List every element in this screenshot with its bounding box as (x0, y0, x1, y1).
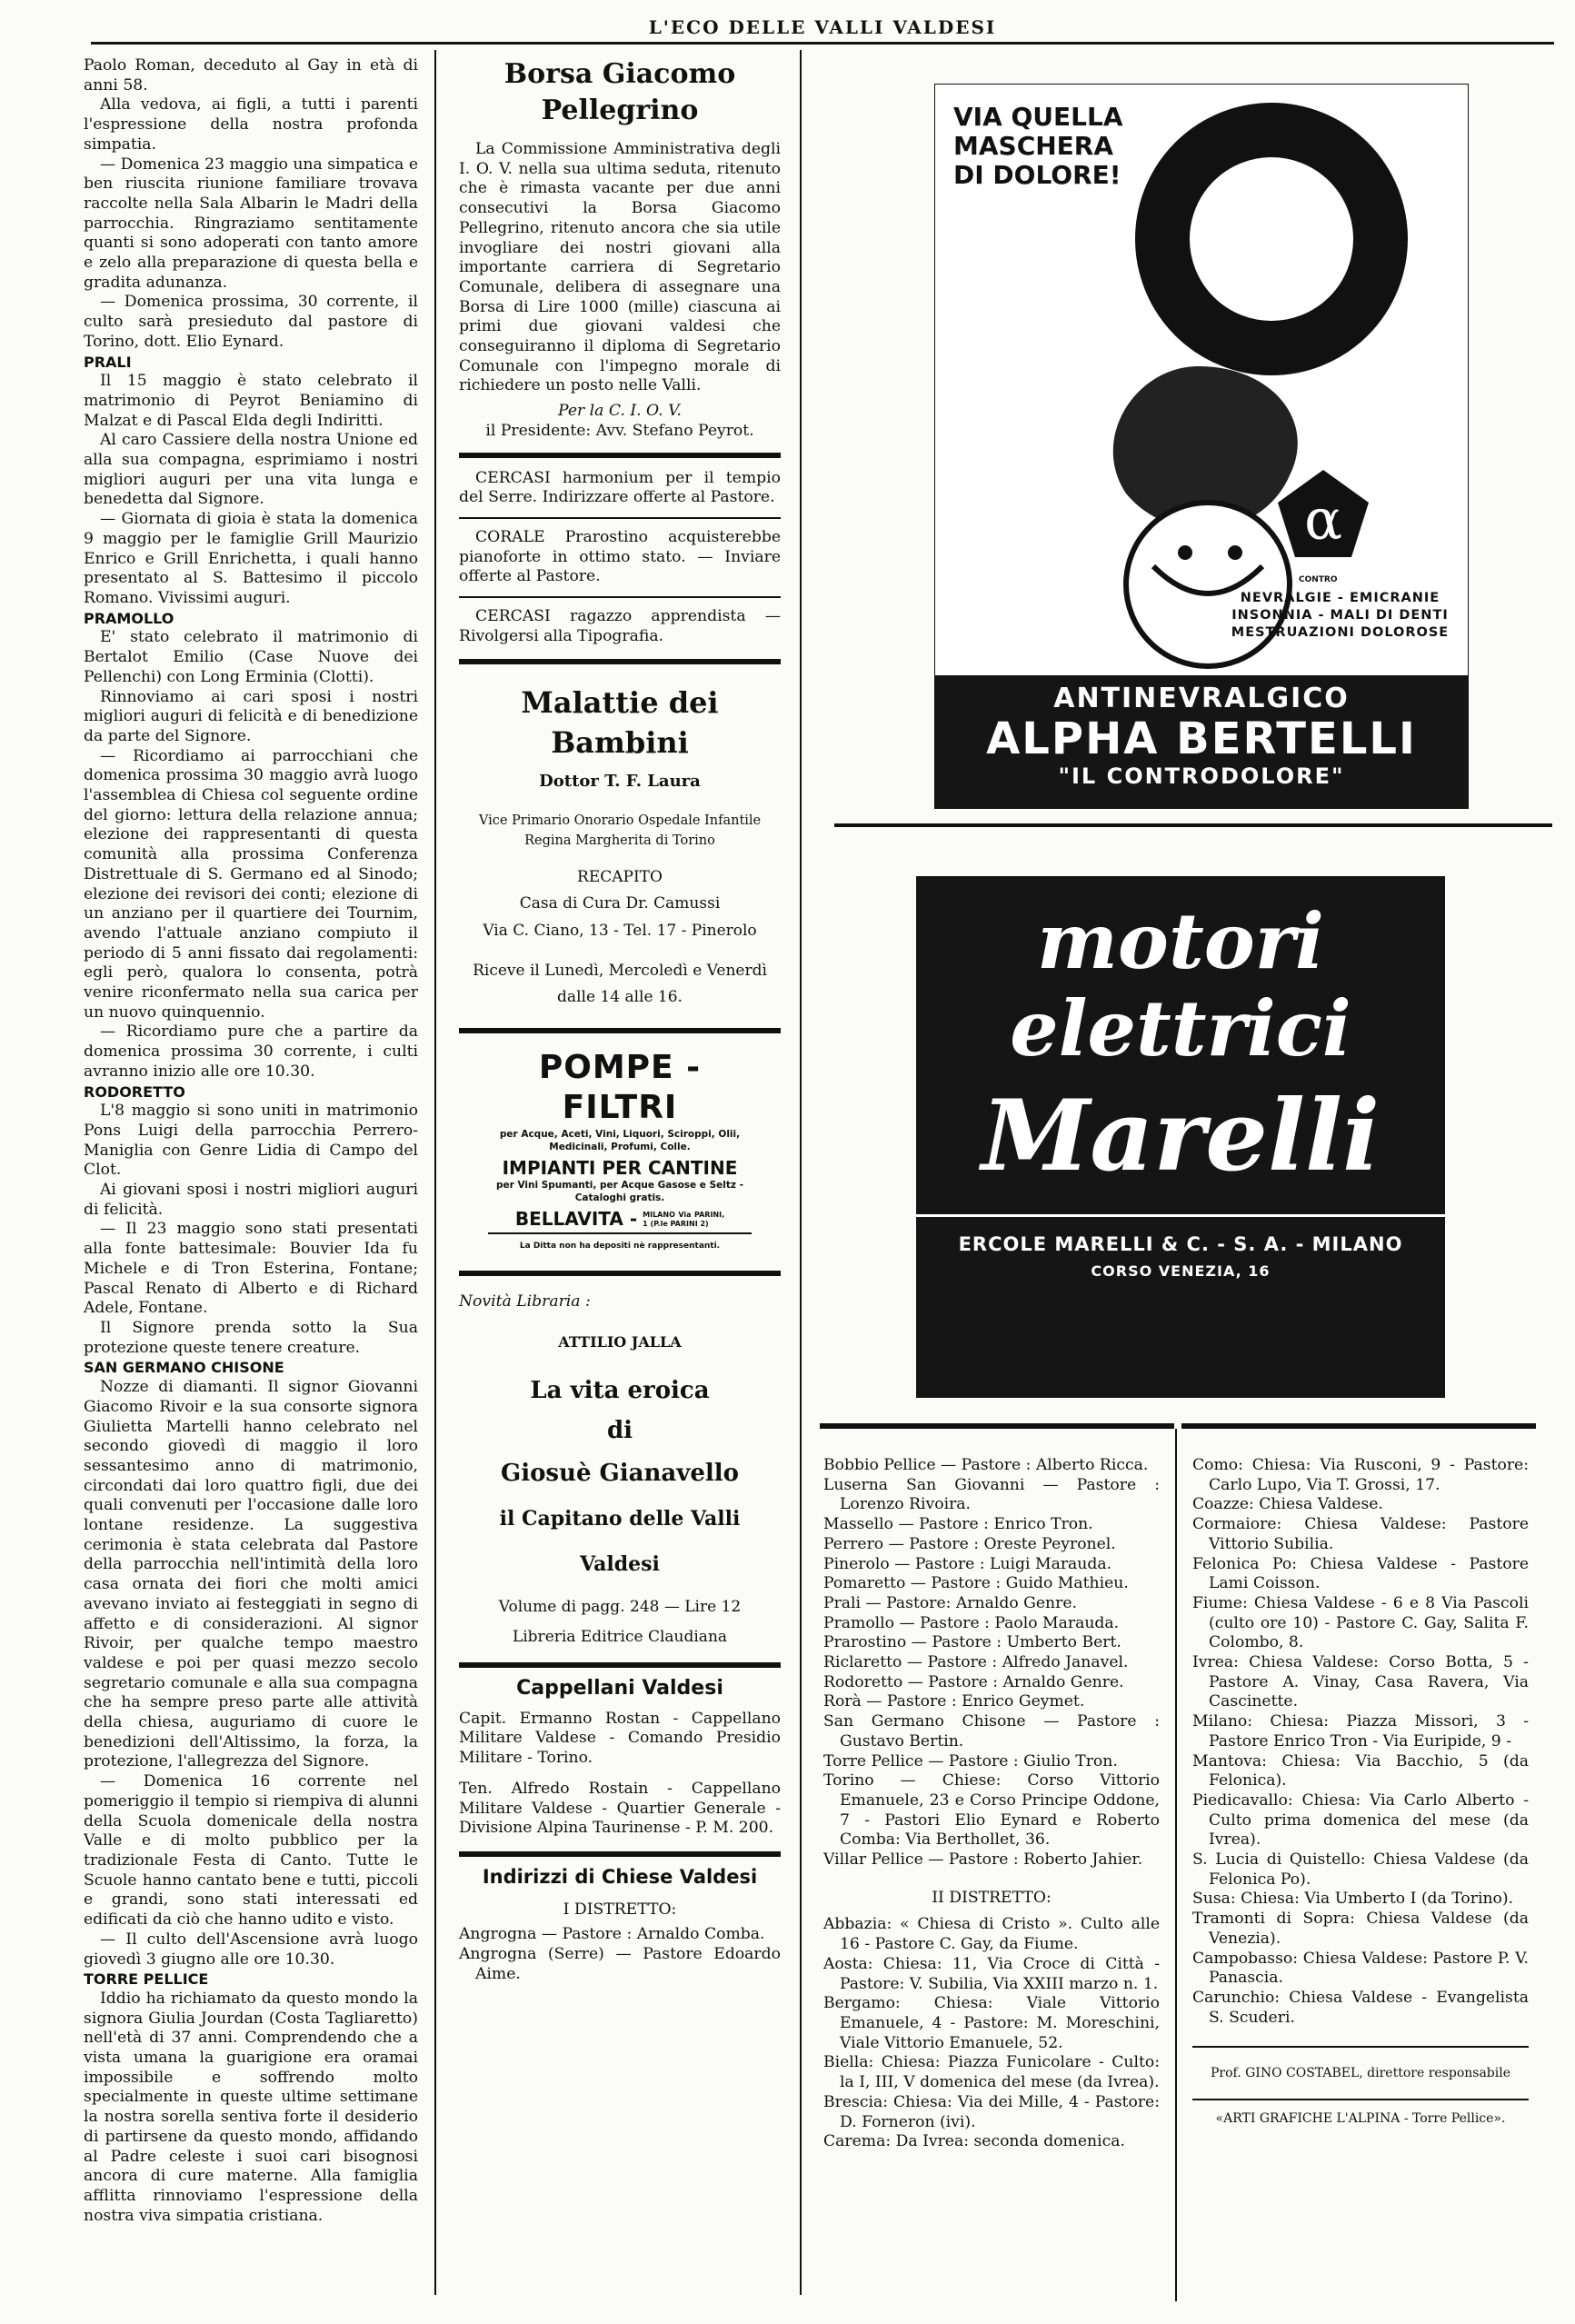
divider (1192, 2046, 1529, 2048)
directory-entry: Massello — Pastore : Enrico Tron. (823, 1515, 1093, 1534)
ad-text: RECAPITO (577, 867, 663, 886)
directory-entry: Pramollo — Pastore : Paolo Marauda. (823, 1613, 1120, 1632)
mask-illustration (1017, 94, 1453, 675)
ad-brand: ALPHA BERTELLI (986, 713, 1417, 764)
directory-entry: Riclaretto — Pastore : Alfredo Janavel. (823, 1653, 1129, 1672)
paragraph: Al caro Cassiere della nostra Unione ed alla sua compagna, esprimiamo i nostri migliori auguri per una vita lunga e benedetta dal Signore. (84, 431, 418, 509)
malattie-ad (459, 683, 781, 1008)
paragraph: Il 15 maggio è stato celebrato il matrimonio di Peyrot Beniamino di Malzat e di Pascal Elda degli Indiritti. (84, 372, 418, 430)
paragraph: — Domenica 16 corrente nel pomeriggio il tempio si riempiva di alunni della Scuola domenicale della nostra Valle e di molto pubblico per la tradizionale Festa di Canto. Tutte le Scuole hanno cantato bene e tutti, piccoli e grandi, sono stati interessati ed edificati da ciò che hanno udito e visto. (84, 1772, 418, 1930)
signature: Per la C. I. O. V. (558, 402, 682, 421)
marelli-ad (916, 876, 1445, 1398)
directory-entry: Brescia: Chiesa: Via dei Mille, 4 - Pastore: D. Forneron (ivi). (823, 2092, 1160, 2131)
head-rule (91, 42, 1554, 45)
ad-headline: motori (1037, 896, 1324, 986)
column-1 (84, 56, 418, 2226)
directory-entry: Rodoretto — Pastore : Arnaldo Genre. (823, 1672, 1124, 1691)
paragraph: — Ricordiamo pure che a partire da domenica prossima 30 corrente, i culti avranno inizio alle ore 10.30. (84, 1022, 418, 1081)
divider (834, 823, 1552, 827)
directory-entry: Fiume: Chiesa Valdese - 6 e 8 Via Pascoli (culto ore 10) - Pastore C. Gay, Salita F. Colombo, 8. (1192, 1593, 1529, 1652)
directory-list (823, 1456, 1160, 1870)
ad-text: La Ditta non ha depositi nè rappresentanti. (519, 1241, 721, 1251)
district-heading: I DISTRETTO: (563, 1900, 677, 1919)
divider (1192, 2099, 1529, 2100)
paragraph: Paolo Roman, deceduto al Gay in età di anni 58. (84, 56, 418, 95)
ad-text: ERCOLE MARELLI & C. - S. A. - MILANO (958, 1233, 1403, 1255)
book-info: Libreria Editrice Claudiana (512, 1628, 728, 1647)
divider (459, 453, 781, 458)
ad-headline: VIA QUELLA MASCHERA DI DOLORE! (953, 102, 1123, 190)
column-4 (1192, 1456, 1529, 2130)
divider (459, 1271, 781, 1276)
divider (459, 1028, 781, 1033)
ad-text: Vice Primario Onorario Ospedale Infantile (478, 813, 762, 829)
paragraph: Rinnoviamo ai cari sposi i nostri migliori auguri di felicità e di benedizione da parte del Signore. (84, 687, 418, 745)
directory-entry: Carunchio: Chiesa Valdese - Evangelista S. Scuderi. (1192, 1988, 1529, 2027)
ad-text: per Vini Spumanti, per Acque Gasose e Seltz - Cataloghi gratis. (495, 1179, 744, 1203)
directory-entry: Rorà — Pastore : Enrico Geymet. (823, 1692, 1085, 1711)
ad-text: Riceve il Lunedì, Mercoledì e Venerdì (473, 961, 767, 980)
directory-list (1192, 1456, 1529, 2028)
paragraph: Capit. Ermanno Rostan - Cappellano Militare Valdese - Comando Presidio Militare - Torino. (459, 1709, 781, 1768)
directory-entry: Perrero — Pastore : Oreste Peyronel. (823, 1534, 1116, 1553)
directory-entry: Torre Pellice — Pastore : Giulio Tron. (823, 1751, 1118, 1770)
alpha-logo-icon (1273, 466, 1373, 566)
paragraph: La Commissione Amministrativa degli I. O. V. nella sua ultima seduta, ritenuto che è rimasta vacante per due anni consecutivi la Borsa Giacomo Pellegrino, ritenuto ancora che sia utile invogliare dei nostri giovani alla importante carriera di Segretario Comunale, delibera di assegnare una Borsa di Lire 1000 (mille) ciascuna ai primi due giovani valdesi che conseguiranno il diploma di Segretario Comunale con l'impegno morale di richiedere un posto nelle Valli. (459, 140, 781, 395)
ad-slogan: "IL CONTRODOLORE" (1058, 763, 1345, 789)
paragraph: Il Signore prenda sotto la Sua protezione queste tenere creature. (84, 1319, 418, 1357)
svg-text:α: α (1304, 486, 1342, 553)
paragraph: Iddio ha richiamato da questo mondo la signora Giulia Jourdan (Costa Tagliaretto) nell'età di 37 anni. Comprendendo che a vista umana la guarigione era oramai impossibile e soffrendo molto specialmente in queste ultime settimane la nostra sorella sentiva forte il desiderio di partirsene da questo mondo, affidando al Padre celeste i suoi cari bisognosi ancora di cure materne. Alla famiglia afflitta rinnoviamo l'espressione della nostra viva simpatia cristiana. (84, 1989, 418, 2225)
directory-entry: Pinerolo — Pastore : Luigi Marauda. (823, 1554, 1112, 1573)
ad-text: ANTINEVRALGICO (1053, 683, 1350, 714)
section-heading: PRAMOLLO (84, 609, 174, 627)
section-heading: RODORETTO (84, 1082, 185, 1101)
column-divider (800, 50, 802, 2295)
paragraph: L'8 maggio si sono uniti in matrimonio Pons Luigi della parrocchia Perrero-Maniglia con Genre Lidia di Campo del Clot. (84, 1102, 418, 1180)
book-info: Volume di pagg. 248 — Lire 12 (498, 1597, 742, 1616)
directory-entry: Tramonti di Sopra: Chiesa Valdese (da Venezia). (1192, 1910, 1529, 1948)
ad-text: Dottor T. F. Laura (539, 772, 701, 792)
alpha-banner (935, 675, 1468, 808)
directory-entry: Como: Chiesa: Via Rusconi, 9 - Pastore: Carlo Lupo, Via T. Grossi, 17. (1192, 1456, 1529, 1494)
column-2 (459, 56, 781, 1984)
directory-entry: Ivrea: Chiesa Valdese: Corso Botta, 5 - Pastore A. Vinay, Casa Ravera, Via Cascinette. (1192, 1653, 1529, 1711)
section-heading: TORRE PELLICE (84, 1970, 209, 1989)
ad-address: MILANO Via PARINI, 1 (P.le PARINI 2) (643, 1210, 725, 1228)
divider (459, 1662, 781, 1668)
directory-entry: Torino — Chiese: Corso Vittorio Emanuele, 23 e Corso Principe Oddone, 7 - Pastori Elio Eynard e Roberto Comba: Via Berthollet, 36. (823, 1771, 1160, 1850)
pompe-ad (488, 1048, 752, 1256)
directory-entry: Bobbio Pellice — Pastore : Alberto Ricca. (823, 1456, 1149, 1474)
footer-director: Prof. GINO COSTABEL, direttore responsabile (1210, 2066, 1510, 2081)
directory-entry: Abbazia: « Chiesa di Cristo ». Culto alle 16 - Pastore C. Gay, da Fiume. (823, 1915, 1160, 1954)
ad-headline: elettrici (1010, 983, 1351, 1073)
directory-entry: Bergamo: Chiesa: Viale Vittorio Emanuele, 4 - Pastore: M. Moreschini, Viale Vittorio Emanuele, 52. (823, 1994, 1160, 2052)
directory-entry: Prarostino — Pastore : Umberto Bert. (823, 1633, 1121, 1652)
ad-text: dalle 14 alle 16. (557, 988, 683, 1007)
paragraph: — Il culto dell'Ascensione avrà luogo giovedì 3 giugno alle ore 10.30. (84, 1930, 418, 1969)
novita-label: Novità Libraria : (459, 1292, 591, 1312)
paragraph: — Giornata di gioia è stata la domenica 9 maggio per le famiglie Grill Maurizio Enrico e Grill Enrichetta, i quali hanno presentato al S. Battesimo il piccolo Romano. Vivissimi auguri. (84, 510, 418, 607)
running-head: L'ECO DELLE VALLI VALDESI (648, 16, 997, 38)
paragraph: Ten. Alfredo Rostain - Cappellano Militare Valdese - Quartier Generale - Divisione Alpina Taurinense - P. M. 200. (459, 1779, 781, 1838)
directory-entry: Milano: Chiesa: Piazza Missori, 3 - Pastore Enrico Tron - Via Euripide, 9 - (1192, 1712, 1529, 1750)
paragraph: — Il 23 maggio sono stati presentati alla fonte battesimale: Bouvier Ida fu Michele e di Tron Esterina, Fontane; Pascal Renato di Alberto e di Richard Adele, Fontane. (84, 1220, 418, 1318)
district-heading: II DISTRETTO: (932, 1888, 1052, 1907)
book-subtitle: il Capitano delle Valli Valdesi (499, 1506, 741, 1576)
divider (820, 1423, 1174, 1429)
ad-brand: Marelli (981, 1079, 1381, 1193)
pompe-brand-row (488, 1207, 752, 1230)
cappellani-title: Cappellani Valdesi (516, 1677, 723, 1701)
alpha-bertelli-ad (934, 84, 1469, 809)
ad-text: IMPIANTI PER CANTINE (502, 1157, 738, 1180)
divider (488, 1232, 752, 1234)
paragraph: — Domenica prossima, 30 corrente, il culto sarà presieduto dal pastore di Torino, dott. Elio Eynard. (84, 293, 418, 351)
directory-entry: Coazze: Chiesa Valdese. (1192, 1495, 1383, 1514)
paragraph: E' stato celebrato il matrimonio di Bertalot Emilio (Case Nuove dei Pellenchi) con Long Erminia (Clotti). (84, 628, 418, 686)
directory-entry: Campobasso: Chiesa Valdese: Pastore P. V. Panascia. (1192, 1949, 1529, 1988)
ad-text: CONTRO (1299, 575, 1338, 584)
directory-list (823, 1915, 1160, 2151)
book-title: Giosuè Gianavello (501, 1459, 739, 1487)
divider (459, 659, 781, 664)
indirizzi-title: Indirizzi di Chiese Valdesi (482, 1865, 758, 1888)
paragraph: Ai giovani sposi i nostri migliori auguri di felicità. (84, 1181, 418, 1219)
section-heading: SAN GERMANO CHISONE (84, 1359, 284, 1377)
divider (459, 1851, 781, 1857)
divider (459, 517, 781, 519)
ad-text: Casa di Cura Dr. Camussi (519, 894, 721, 913)
column-divider (1175, 1429, 1177, 2301)
directory-entry: Carema: Da Ivrea: seconda domenica. (823, 2132, 1125, 2151)
paragraph: Alla vedova, ai figli, a tutti i parenti l'espressione della nostra profonda simpatia. (84, 95, 418, 154)
ad-text: CORSO VENEZIA, 16 (1091, 1262, 1271, 1280)
borsa-title: Borsa Giacomo Pellegrino (503, 58, 736, 126)
paragraph: — Ricordiamo ai parrocchiani che domenica prossima 30 maggio avrà luogo l'assemblea di Chiesa col seguente ordine del giorno: lettura della relazione annua; elezione dei rappresentanti di questa comunità alla prossima Conferenza Distrettuale di S. Germano ed al Sinodo; elezione dei revisori dei conti; elezione di un anziano per il quartiere dei Tournim, avendo l'attuale anziano compiuto il periodo di 5 anni fissato dai regolamenti: egli però, qualora lo consenta, potrà venire riconfermato nella sua carica per un nuovo quinquennio. (84, 746, 418, 1022)
column-divider (434, 50, 436, 2295)
directory-entry: Angrogna — Pastore : Arnaldo Comba. (459, 1925, 765, 1944)
directory-entry: Pomaretto — Pastore : Guido Mathieu. (823, 1574, 1129, 1593)
footer-printer: «ARTI GRAFICHE L'ALPINA - Torre Pellice». (1215, 2111, 1506, 2127)
paragraph: Nozze di diamanti. Il signor Giovanni Giacomo Rivoir e la sua consorte signora Giulietta Martelli hanno celebrato nel secondo giovedì di maggio il loro sessantesimo anno di matrimonio, circondati dai loro quattro figli, due dei quali convenuti per l'occasione dalle loro lontane residenze. La suggestiva cerimonia è stata celebrata dal Pastore della parrocchia nell'intimità della loro casa ornata dei fiori che molti amici avevano inviato ai festeggiati in segno di affetto e di considerazioni. Al signor Rivoir, per qualche tempo maestro valdese e poi per quasi mezzo secolo segretario comunale e alla sua compagna che ha sempre preso parte alle attività della chiesa, auguriamo di cuore le benedizioni dell'Altissimo, la forza, la protezione, l'allegrezza del Signore. (84, 1378, 418, 1771)
directory-entry: S. Lucia di Quistello: Chiesa Valdese (da Felonica Po). (1192, 1850, 1529, 1889)
ad-text: Via C. Ciano, 13 - Tel. 17 - Pinerolo (483, 921, 757, 940)
directory-entry: Luserna San Giovanni — Pastore : Lorenzo Rivoira. (823, 1475, 1160, 1514)
directory-entry: Angrogna (Serre) — Pastore Edoardo Aime. (459, 1945, 781, 1983)
signature: il Presidente: Avv. Stefano Peyrot. (485, 421, 754, 440)
ad-brand: BELLAVITA - (514, 1207, 638, 1230)
directory-entry: San Germano Chisone — Pastore : Gustavo Bertin. (823, 1712, 1160, 1750)
divider (1181, 1423, 1536, 1429)
classified-ad: CERCASI ragazzo apprendista — Rivolgersi alla Tipografia. (459, 607, 781, 645)
directory-entry: Cormaiore: Chiesa Valdese: Pastore Vittorio Subilia. (1192, 1515, 1529, 1553)
ad-title: POMPE - FILTRI (538, 1049, 702, 1127)
ad-text: Regina Margherita di Torino (524, 833, 715, 848)
divider (459, 596, 781, 598)
book-title: di (606, 1416, 633, 1444)
ad-title: Malattie dei Bambini (521, 685, 719, 761)
directory-entry: Biella: Chiesa: Piazza Funicolare - Culto: la I, III, V domenica del mese (da Ivrea). (823, 2053, 1160, 2092)
classified-ad: CERCASI harmonium per il tempio del Serre. Indirizzare offerte al Pastore. (459, 468, 781, 507)
directory-entry: Prali — Pastore: Arnaldo Genre. (823, 1593, 1077, 1612)
column-3 (823, 1456, 1160, 2152)
directory-entry: Aosta: Chiesa: 11, Via Croce di Città - Pastore: V. Subilia, Via XXIII marzo n. 1. (823, 1954, 1160, 1993)
directory-entry: Susa: Chiesa: Via Umberto I (da Torino). (1192, 1890, 1514, 1909)
directory-entry: Villar Pellice — Pastore : Roberto Jahier. (823, 1850, 1143, 1870)
paragraph: — Domenica 23 maggio una simpatica e ben riuscita riunione familiare trovava raccolte nella Sala Albarin le Madri della parrocchia. Ringraziamo sentitamente quanti si sono adoperati con tanto amore e zelo alla preparazione di questa bella e gradita adunanza. (84, 155, 418, 292)
section-heading: PRALI (84, 353, 132, 371)
directory-entry: Felonica Po: Chiesa Valdese - Pastore Lami Coisson. (1192, 1554, 1529, 1593)
classified-ad: CORALE Prarostino acquisterebbe pianoforte in ottimo stato. — Inviare offerte al Pastore. (459, 527, 781, 586)
directory-entry: Mantova: Chiesa: Via Bacchio, 5 (da Felonica). (1192, 1751, 1529, 1790)
book-author: ATTILIO JALLA (558, 1332, 682, 1351)
ad-text: per Acque, Aceti, Vini, Liquori, Sciroppi, Olii, Medicinali, Profumi, Colle. (499, 1129, 741, 1153)
ad-text: NEVRALGIE - EMICRANIE INSONNIA - MALI DI DENTI MESTRUAZIONI DOLOROSE (1231, 591, 1450, 640)
book-title: La vita eroica (530, 1376, 710, 1404)
directory-entry: Piedicavallo: Chiesa: Via Carlo Alberto - Culto prima domenica del mese (da Ivrea). (1192, 1790, 1529, 1850)
